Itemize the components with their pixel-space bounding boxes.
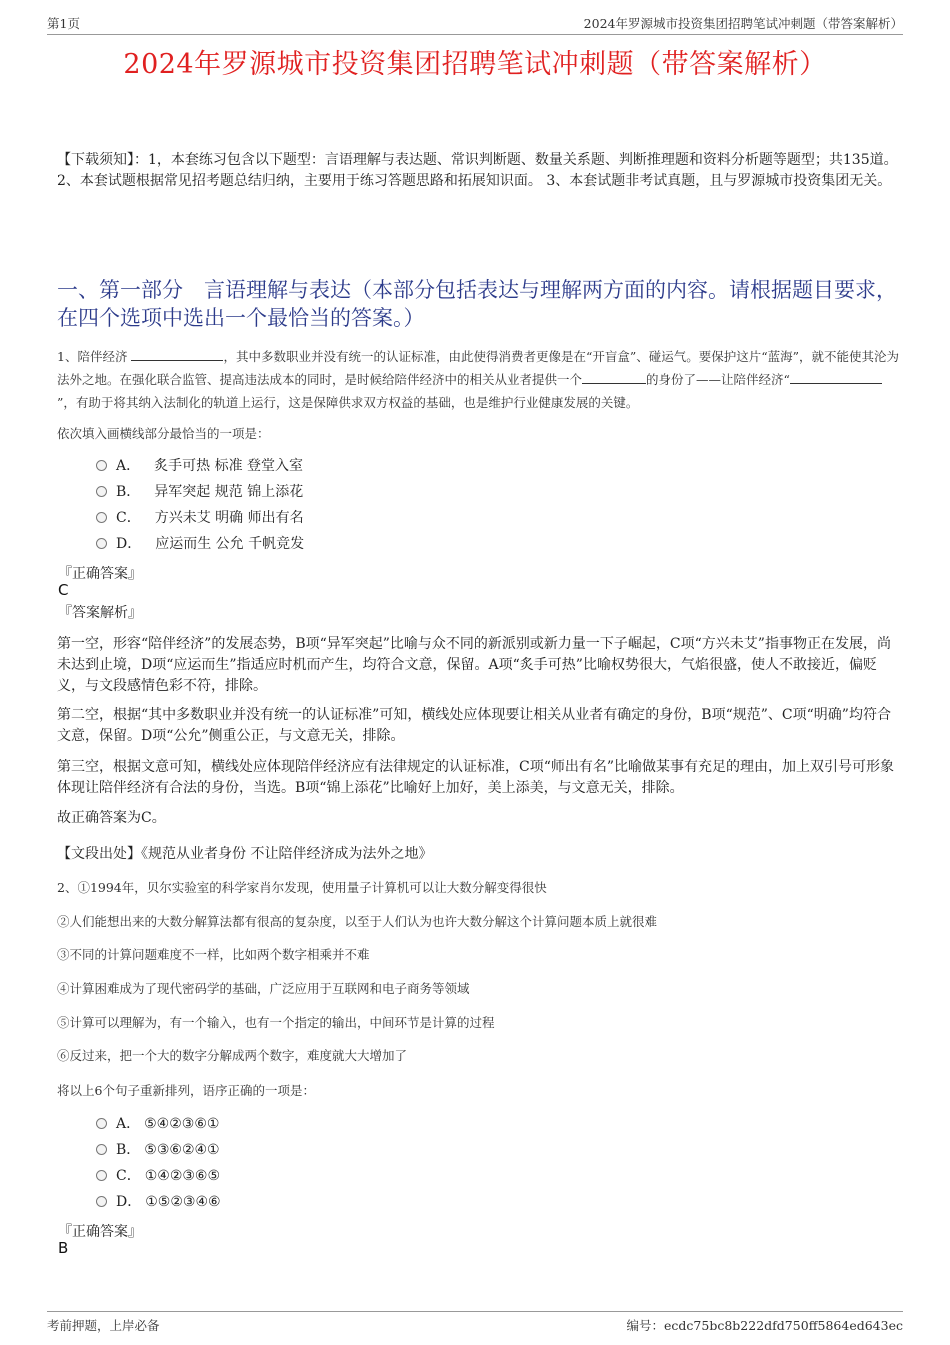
q1-text-part: 的身份了——让陪伴经济“ <box>646 372 790 387</box>
q2-option-b[interactable] <box>96 1140 220 1160</box>
option-text: ⑤④②③⑥① <box>144 1116 220 1132</box>
option-text: 应运而生 公允 千帆竞发 <box>155 536 305 552</box>
radio-icon[interactable] <box>96 1118 107 1129</box>
q1-text-part: 1、陪伴经济 <box>57 349 132 364</box>
option-text: 异军突起 规范 锦上添花 <box>154 484 304 500</box>
passage-source: 【文段出处】《规范从业者身份 不让陪伴经济成为法外之地》 <box>57 846 433 862</box>
correct-answer-label: 『正确答案』 <box>58 1224 142 1240</box>
question-2-sentence: ②人们能想出来的大数分解算法都有很高的复杂度，以至于人们认为也许大数分解这个计算问题本质上就很难 <box>57 914 658 929</box>
question-2-sentence: 2、①1994年，贝尔实验室的科学家肖尔发现，使用量子计算机可以让大数分解变得很快 <box>57 880 547 895</box>
header-doc-title: 2024年罗源城市投资集团招聘笔试冲刺题（带答案解析） <box>583 16 903 31</box>
footer-slogan: 考前押题，上岸必备 <box>47 1318 160 1333</box>
option-letter: D． <box>116 1194 142 1210</box>
radio-icon[interactable] <box>96 486 107 497</box>
correct-answer-label: 『正确答案』 <box>58 566 142 582</box>
fill-blank <box>582 371 646 384</box>
option-letter: C． <box>116 1168 141 1184</box>
option-letter: D． <box>116 536 142 552</box>
section-heading: 一、第一部分 言语理解与表达（本部分包括表达与理解两方面的内容。请根据题目要求，在四个选项中选出一个最恰当的答案。） <box>57 278 897 330</box>
option-letter: B． <box>116 1142 141 1158</box>
option-text: ⑤③⑥②④① <box>144 1142 220 1158</box>
page-footer <box>47 1311 903 1342</box>
page-number: 第1页 <box>47 16 80 31</box>
analysis-paragraph: 第三空，根据文意可知，横线处应体现陪伴经济应有法律规定的认证标准，C项“师出有名”比喻做某事有充足的理由，加上双引号可形象体现让陪伴经济有合法的身份，当选。B项“锦上添花”比喻好上加好，美上添美，与文意无关，排除。 <box>57 759 895 796</box>
option-letter: A． <box>116 1116 141 1132</box>
option-text: ①⑤②③④⑥ <box>145 1194 221 1210</box>
q1-option-a[interactable] <box>96 456 303 476</box>
question-2-sentence: ④计算困难成为了现代密码学的基础，广泛应用于互联网和电子商务等领域 <box>57 981 470 996</box>
question-2-prompt: 将以上6个句子重新排列，语序正确的一项是： <box>57 1083 315 1098</box>
correct-answer: B <box>58 1239 69 1257</box>
page-header <box>47 14 903 35</box>
option-text: 炙手可热 标准 登堂入室 <box>154 458 304 474</box>
option-letter: B． <box>116 484 141 500</box>
q2-option-c[interactable] <box>96 1166 220 1186</box>
question-2-sentence: ⑤计算可以理解为，有一个输入，也有一个指定的输出，中间环节是计算的过程 <box>57 1015 495 1030</box>
fill-blank <box>790 371 882 384</box>
q1-option-c[interactable] <box>96 508 304 528</box>
correct-answer: C <box>58 581 69 599</box>
download-notice: 【下载须知】：1，本套练习包含以下题型：言语理解与表达题、常识判断题、数量关系题、判断推理题和资料分析题等题型；共135道。 2、本套试题根据常见招考题总结归纳，主要用于练习答题思路和拓展知识面。 3、本套试题非考试真题，且与罗源城市投资集团无关。 <box>57 152 898 189</box>
analysis-conclusion: 故正确答案为C。 <box>57 810 166 826</box>
radio-icon[interactable] <box>96 1170 107 1181</box>
option-letter: A． <box>116 458 141 474</box>
question-1-stem <box>57 345 899 414</box>
radio-icon[interactable] <box>96 460 107 471</box>
analysis-paragraph: 第二空，根据“其中多数职业并没有统一的认证标准”可知，横线处应体现要让相关从业者有确定的身份，B项“规范”、C项“明确”均符合文意，保留。D项“公允”侧重公正，与文意无关，排除。 <box>57 707 891 744</box>
q1-text-part: ”，有助于将其纳入法制化的轨道上运行，这是保障供求双方权益的基础，也是维护行业健康发展的关键。 <box>57 395 639 410</box>
radio-icon[interactable] <box>96 538 107 549</box>
radio-icon[interactable] <box>96 1196 107 1207</box>
question-1-prompt: 依次填入画横线部分最恰当的一项是： <box>57 426 270 441</box>
option-text: 方兴未艾 明确 师出有名 <box>154 510 304 526</box>
q1-option-d[interactable] <box>96 534 304 554</box>
fill-blank <box>131 348 223 361</box>
question-2-sentence: ⑥反过来，把一个大的数字分解成两个数字，难度就大大增加了 <box>57 1048 408 1063</box>
option-letter: C． <box>116 510 141 526</box>
document-title: 2024年罗源城市投资集团招聘笔试冲刺题（带答案解析） <box>123 49 827 80</box>
analysis-paragraph: 第一空，形容“陪伴经济”的发展态势，B项“异军突起”比喻与众不同的新派别或新力量一下子崛起，C项“方兴未艾”指事物正在发展，尚未达到止境，D项“应运而生”指适应时机而产生，均符合文意，保留。A项“炙手可热”比喻权势很大，气焰很盛，使人不敢接近，偏贬义，与文段感情色彩不符，排除。 <box>57 636 891 694</box>
q2-option-a[interactable] <box>96 1114 219 1134</box>
q1-text-part: ，其中多数职业并没有统一的认证标准，由此使得消费者更像是在“开盲盒”、碰运气。要保护这片“蓝海”，就不能使其沦为法外之地。在强化联合监管、提高违法成本的同时，是时候给陪伴经济中的相关从业者提供一个 <box>57 349 900 387</box>
radio-icon[interactable] <box>96 512 107 523</box>
footer-doc-id: 编号：ecdc75bc8b222dfd750ff5864ed643ec <box>626 1318 903 1333</box>
radio-icon[interactable] <box>96 1144 107 1155</box>
question-2-sentence: ③不同的计算问题难度不一样，比如两个数字相乘并不难 <box>57 947 370 962</box>
analysis-label: 『答案解析』 <box>58 605 142 621</box>
option-text: ①④②③⑥⑤ <box>144 1168 221 1184</box>
q1-option-b[interactable] <box>96 482 303 502</box>
q2-option-d[interactable] <box>96 1192 221 1212</box>
